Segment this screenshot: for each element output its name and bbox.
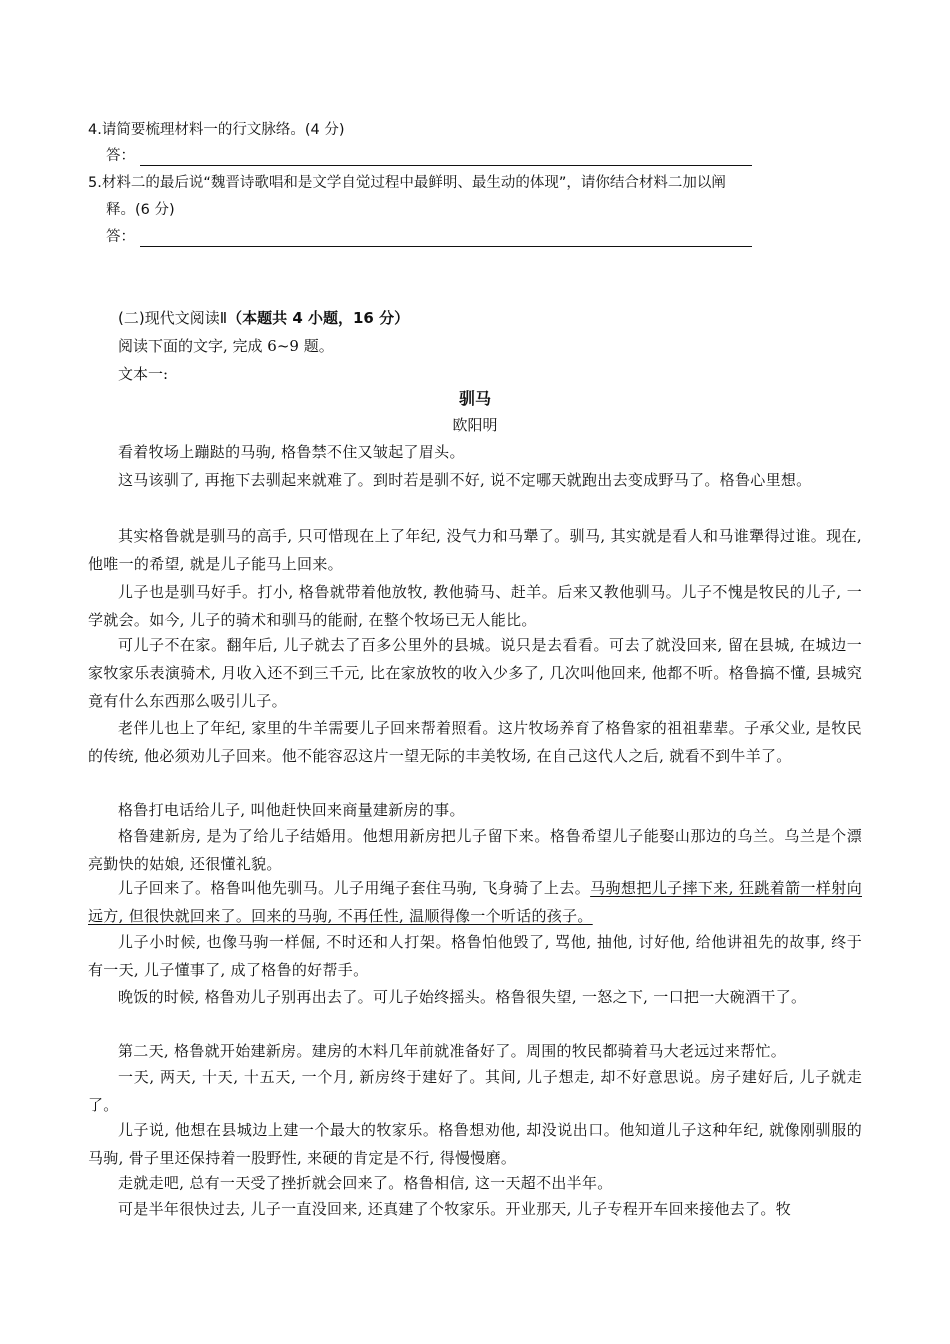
answer-blank[interactable] — [140, 232, 752, 247]
underlined-passage: 马驹想把儿子摔下来, 狂跳着箭一样射向远方, 但很快就回来了。回来的马驹, 不再任性, 温顺得像一个听话的孩子。 — [88, 879, 862, 925]
paragraph-8: 格鲁建新房, 是为了给儿子结婚用。他想用新房把儿子留下来。格鲁希望儿子能娶山那边的乌兰。乌兰是个漂亮勤快的姑娘, 还很懂礼貌。 — [88, 827, 862, 873]
question-4-answer-line[interactable] — [106, 146, 752, 166]
question-5-line-1: 5.材料二的最后说“魏晋诗歌唱和是文学自觉过程中最鲜明、最生动的体现”，请你结合材料二加以阐 — [88, 175, 726, 191]
paragraph-9: 儿子回来了。格鲁叫他先驯马。儿子用绳子套住马驹, 飞身骑了上去。马驹想把儿子摔下来, 狂跳着箭一样射向远方, 但很快就回来了。回来的马驹, 不再任性, 温顺得像一个听话的孩子。 — [88, 879, 862, 925]
paragraph-11: 晚饭的时候, 格鲁劝儿子别再出去了。可儿子始终摇头。格鲁很失望, 一怒之下, 一口把一大碗酒干了。 — [118, 988, 807, 1006]
paragraph-2: 这马该驯了, 再拖下去驯起来就难了。到时若是驯不好, 说不定哪天就跑出去变成野马了。格鲁心里想。 — [118, 471, 812, 489]
paragraph-16: 可是半年很快过去, 儿子一直没回来, 还真建了个牧家乐。开业那天, 儿子专程开车回来接他去了。牧 — [118, 1200, 792, 1218]
paragraph-15: 走就走吧, 总有一天受了挫折就会回来了。格鲁相信, 这一天超不出半年。 — [118, 1174, 613, 1192]
story-title: 驯马 — [458, 389, 491, 408]
paragraph-6: 老伴儿也上了年纪, 家里的牛羊需要儿子回来帮着照看。这片牧场养育了格鲁家的祖祖辈辈。子承父业, 是牧民的传统, 他必须劝儿子回来。他不能容忍这片一望无际的丰美牧场, 在自己这代人之后, 就看不到牛羊了。 — [88, 719, 862, 765]
paragraph-14: 儿子说, 他想在县城边上建一个最大的牧家乐。格鲁想劝他, 却没说出口。他知道儿子这种年纪, 就像刚驯服的马驹, 骨子里还保持着一股野性, 来硬的肯定是不行, 得慢慢磨。 — [88, 1121, 862, 1167]
paragraph-1: 看着牧场上蹦跶的马驹, 格鲁禁不住又皱起了眉头。 — [118, 443, 465, 461]
paragraph-5: 可儿子不在家。翻年后, 儿子就去了百多公里外的县城。说只是去看看。可去了就没回来, 留在县城, 在城边一家牧家乐表演骑术, 月收入还不到三千元, 比在家放牧的收入少多了, 几次叫他回来, 他都不听。格鲁搞不懂, 县城究竟有什么东西那么吸引儿子。 — [88, 636, 862, 710]
answer-label: 答： — [106, 229, 135, 245]
section-instruction: 阅读下面的文字, 完成 6~9 题。 — [118, 337, 334, 355]
paragraph-3: 其实格鲁就是驯马的高手, 只可惜现在上了年纪, 没气力和马犟了。驯马, 其实就是看人和马谁犟得过谁。现在, 他唯一的希望, 就是儿子能马上回来。 — [88, 527, 862, 573]
paragraph-7: 格鲁打电话给儿子, 叫他赶快回来商量建新房的事。 — [118, 801, 465, 819]
paragraph-13: 一天, 两天, 十天, 十五天, 一个月, 新房终于建好了。其间, 儿子想走, 却不好意思说。房子建好后, 儿子就走了。 — [88, 1068, 862, 1114]
section-heading-points: （本题共 4 小题，16 分） — [227, 309, 410, 327]
text-label: 文本一: — [118, 365, 169, 383]
section-heading — [118, 308, 409, 328]
section-heading-title: (二)现代文阅读Ⅱ — [118, 309, 228, 327]
answer-label: 答： — [106, 148, 135, 164]
paragraph-12: 第二天, 格鲁就开始建新房。建房的木料几年前就准备好了。周围的牧民都骑着马大老远过来帮忙。 — [118, 1042, 787, 1060]
answer-blank[interactable] — [140, 151, 752, 166]
question-5-line-2: 释。(6 分) — [106, 202, 175, 218]
question-5-answer-line[interactable] — [106, 227, 752, 247]
paragraph-4: 儿子也是驯马好手。打小, 格鲁就带着他放牧, 教他骑马、赶羊。后来又教他驯马。儿子不愧是牧民的儿子, 一学就会。如今, 儿子的骑术和驯马的能耐, 在整个牧场已无人能比。 — [88, 583, 862, 629]
story-author: 欧阳明 — [452, 416, 498, 434]
paragraph-10: 儿子小时候, 也像马驹一样倔, 不时还和人打架。格鲁怕他毁了, 骂他, 抽他, 讨好他, 给他讲祖先的故事, 终于有一天, 儿子懂事了, 成了格鲁的好帮手。 — [88, 933, 862, 979]
question-4: 4.请简要梳理材料一的行文脉络。(4 分) — [88, 122, 345, 138]
